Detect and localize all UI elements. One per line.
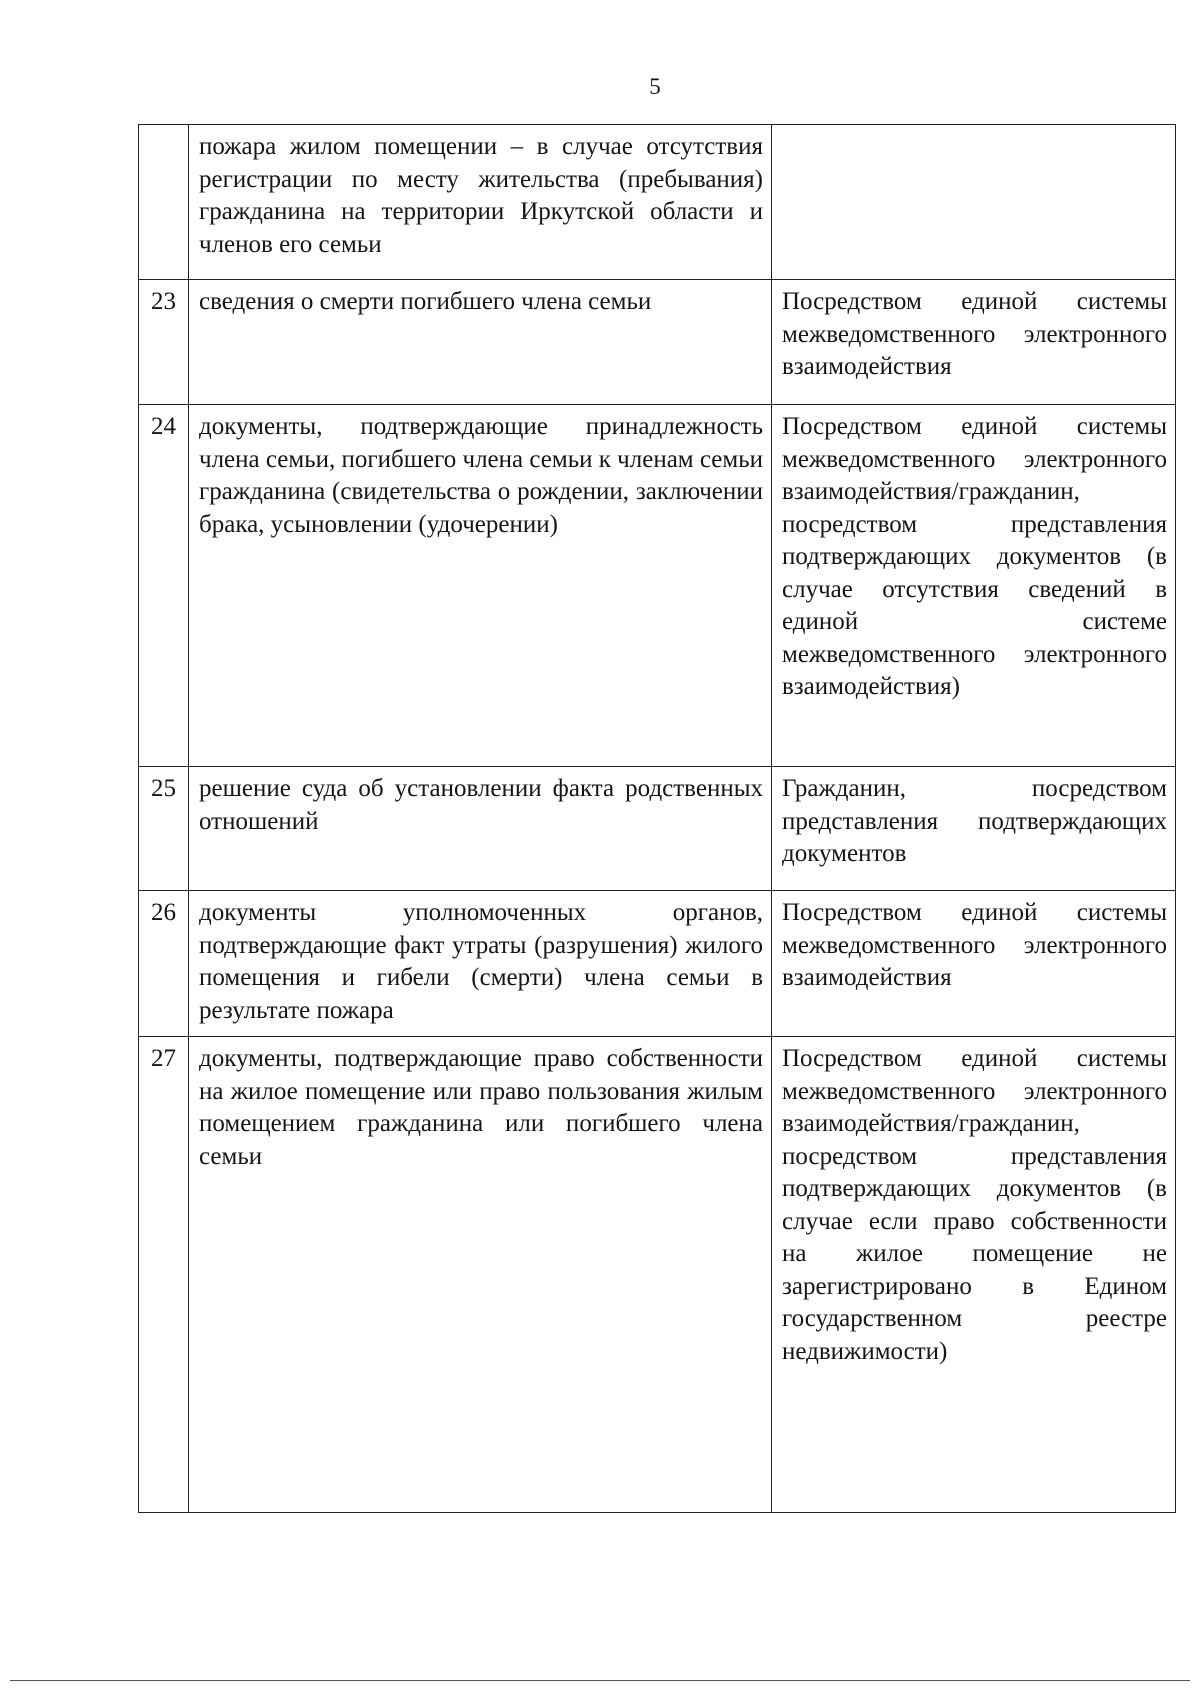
- row-number: [139, 125, 189, 280]
- method-cell: Посредством единой системы межведомственного электронного взаимодействия: [772, 891, 1176, 1037]
- method-cell: Гражданин, посредством представления подтверждающих документов: [772, 767, 1176, 891]
- method-cell: Посредством единой системы межведомственного электронного взаимодействия/гражданин, посредством представления подтверждающих документов (в случае отсутствия сведений в единой системе межведомственного электронного взаимодействия): [772, 405, 1176, 767]
- method-cell: Посредством единой системы межведомственного электронного взаимодействия/гражданин, посредством представления подтверждающих документов (в случае если право собственности на жилое помещение не зарегистрировано в Едином государственном реестре недвижимости): [772, 1037, 1176, 1513]
- method-cell: Посредством единой системы межведомственного электронного взаимодействия: [772, 280, 1176, 405]
- row-number: 27: [139, 1037, 189, 1513]
- table-row: [139, 125, 1176, 280]
- row-number: 23: [139, 280, 189, 405]
- document-cell: документы, подтверждающие принадлежность члена семьи, погибшего члена семьи к членам семьи гражданина (свидетельства о рождении, заключении брака, усыновлении (удочерении): [189, 405, 772, 767]
- document-cell: сведения о смерти погибшего члена семьи: [189, 280, 772, 405]
- method-cell: [772, 125, 1176, 280]
- table-row: [139, 891, 1176, 1037]
- table-row: [139, 405, 1176, 767]
- document-cell: документы уполномоченных органов, подтверждающие факт утраты (разрушения) жилого помещения и гибели (смерти) члена семьи в результате пожара: [189, 891, 772, 1037]
- row-number: 24: [139, 405, 189, 767]
- row-number: 25: [139, 767, 189, 891]
- table-row: [139, 1037, 1176, 1513]
- table-row: [139, 767, 1176, 891]
- document-cell: документы, подтверждающие право собственности на жилое помещение или право пользования жилым помещением гражданина или погибшего члена семьи: [189, 1037, 772, 1513]
- table-row: [139, 280, 1176, 405]
- row-number: 26: [139, 891, 189, 1037]
- document-cell: пожара жилом помещении – в случае отсутствия регистрации по месту жительства (пребывания) гражданина на территории Иркутской области и членов его семьи: [189, 125, 772, 280]
- page-bottom-rule: [10, 1680, 1190, 1681]
- page-number: 5: [649, 74, 661, 99]
- documents-table: [138, 124, 1176, 1513]
- document-cell: решение суда об установлении факта родственных отношений: [189, 767, 772, 891]
